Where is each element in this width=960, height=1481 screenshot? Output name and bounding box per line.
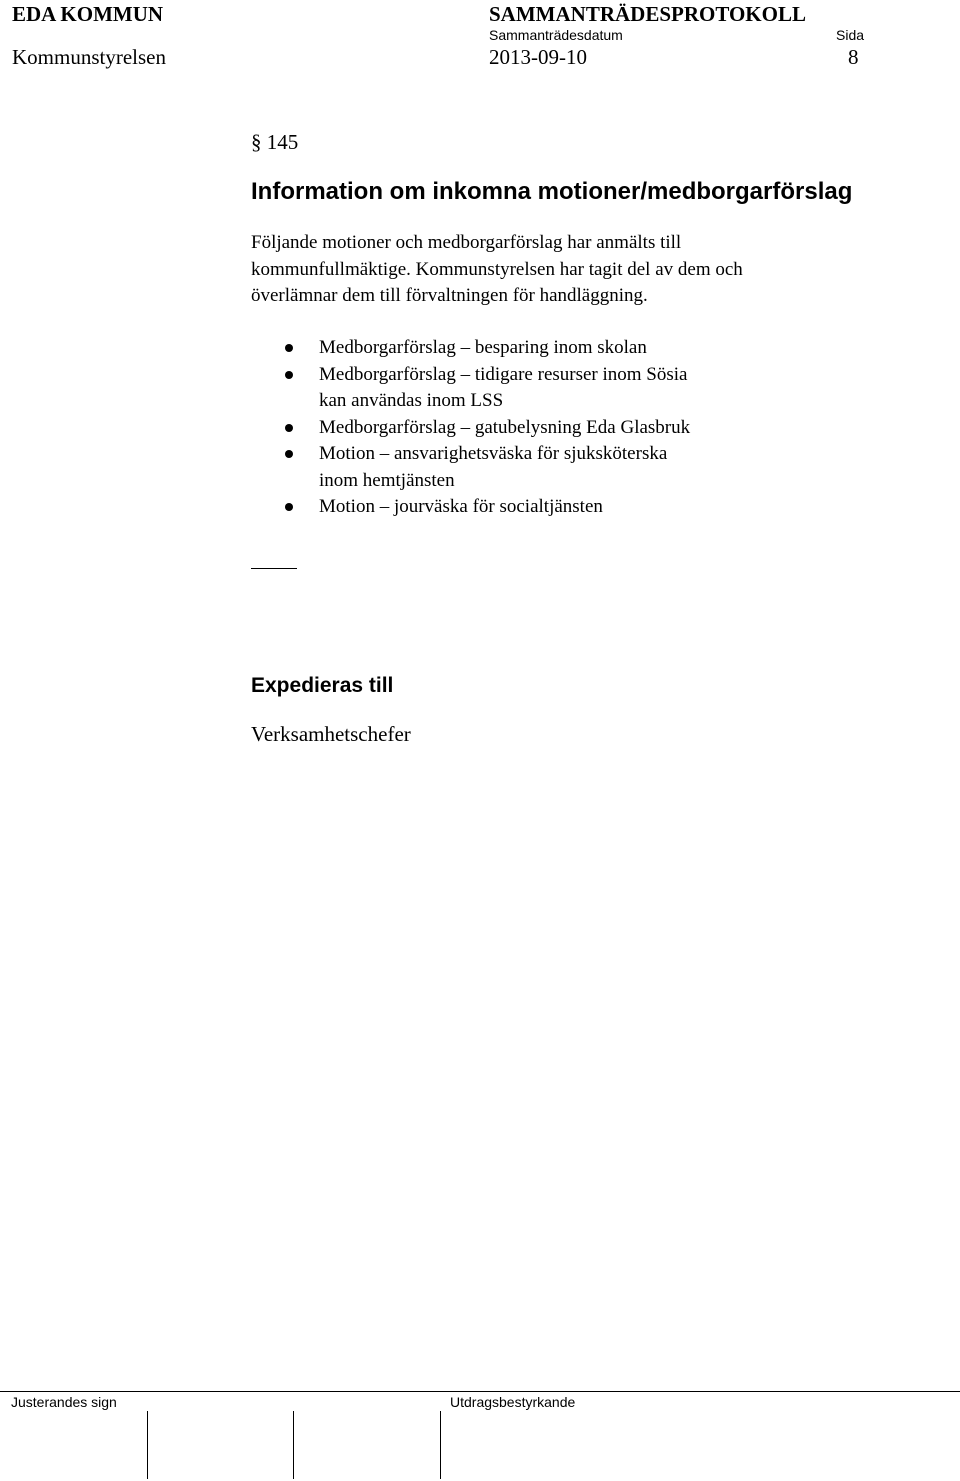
list-item-line: Motion – ansvarighetsväska för sjuksköterska [319, 443, 668, 464]
signature-field-divider [440, 1411, 441, 1479]
list-item-line: kan användas inom LSS [319, 390, 504, 411]
list-item-line: Medborgarförslag – gatubelysning Eda Glasbruk [319, 416, 691, 438]
document-type: SAMMANTRÄDESPROTOKOLL [489, 2, 806, 26]
footer-divider [0, 1391, 960, 1392]
adjuster-sign-label: Justerandes sign [11, 1394, 117, 1410]
proposal-list [283, 335, 690, 521]
list-item-line: Medborgarförslag – tidigare resurser inom Sösia [319, 363, 688, 385]
list-item-line: Medborgarförslag – besparing inom skolan [319, 337, 647, 358]
intro-paragraph [251, 230, 743, 310]
bullet-icon [285, 371, 293, 379]
bullet-icon [285, 424, 293, 432]
section-title: Information om inkomna motioner/medborgarförslag [251, 178, 853, 205]
signature-field-divider [293, 1411, 294, 1479]
meeting-date-label: Sammanträdesdatum [489, 27, 623, 43]
bullet-icon [285, 503, 293, 511]
board-name: Kommunstyrelsen [12, 45, 166, 69]
bullet-icon [285, 344, 293, 352]
list-item [283, 441, 690, 494]
list-item [283, 415, 690, 442]
list-item [283, 494, 690, 521]
list-item [283, 362, 690, 415]
organization-name: EDA KOMMUN [12, 2, 164, 26]
section-end-rule [251, 568, 297, 569]
signature-field-divider [147, 1411, 148, 1479]
intro-line: kommunfullmäktige. Kommunstyrelsen har tagit del av dem och [251, 258, 743, 280]
list-item-line: inom hemtjänsten [319, 469, 455, 491]
page-label: Sida [836, 27, 865, 43]
list-item [283, 335, 690, 362]
intro-line: Följande motioner och medborgarförslag har anmälts till [251, 232, 682, 253]
recipients-heading: Expedieras till [251, 674, 394, 697]
bullet-icon [285, 450, 293, 458]
meeting-date: 2013-09-10 [489, 45, 587, 69]
extract-certifier-label: Utdragsbestyrkande [450, 1394, 576, 1410]
recipient: Verksamhetschefer [251, 722, 411, 746]
section-number-value: 145 [266, 130, 299, 154]
intro-line: överlämnar dem till förvaltningen för handläggning. [251, 285, 648, 306]
section-number: § 145 [251, 130, 299, 154]
page-number: 8 [848, 45, 859, 69]
list-item-line: Motion – jourväska för socialtjänsten [319, 496, 603, 517]
